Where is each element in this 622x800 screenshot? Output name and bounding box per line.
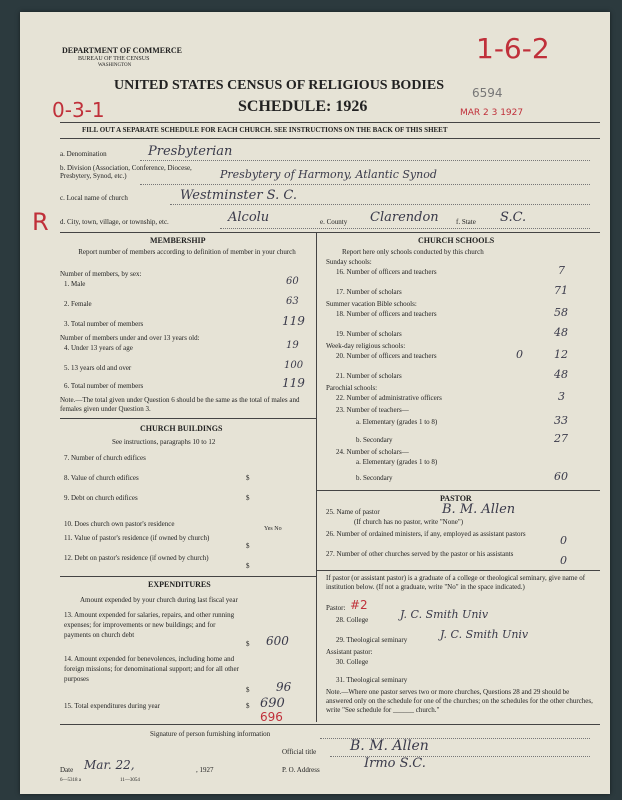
q26-label: 26. Number of ordained ministers, if any, employed as assistant pastors [326, 530, 526, 538]
left-code-mark: 0-3-1 [52, 98, 105, 122]
bureau-name: BUREAU OF THE CENSUS [78, 56, 150, 62]
q26-value: 0 [560, 534, 567, 547]
q11-value: $ [246, 542, 250, 550]
county-label: e. County [320, 218, 348, 226]
q19-label: 19. Number of scholars [336, 330, 402, 338]
q2-label: 2. Female [64, 300, 92, 308]
pastor-instructions: If pastor (or assistant pastor) is a graduate of a college or theological seminary, give name of institution below. (If not a graduate, write "No" in the space indicated.) [326, 574, 586, 591]
expenditures-title: EXPENDITURES [148, 580, 211, 589]
city-label: d. City, town, village, or township, etc. [60, 218, 169, 226]
q20-value-b: 12 [554, 348, 568, 361]
q12-label: 12. Debt on pastor's residence (if owned by church) [64, 554, 209, 562]
instruction-line: FILL OUT A SEPARATE SCHEDULE FOR EACH CHURCH. SEE INSTRUCTIONS ON THE BACK OF THIS SHEET [82, 126, 448, 134]
division-label: b. Division (Association, Conference, Diocese, Presbytery, Synod, etc.) [60, 164, 192, 180]
q17-label: 17. Number of scholars [336, 288, 402, 296]
q23-label: 23. Number of teachers— [336, 406, 409, 414]
q16-value: 7 [558, 264, 565, 277]
q3-label: 3. Total number of members [64, 320, 144, 328]
q20-label: 20. Number of officers and teachers [336, 352, 437, 360]
date-year: , 1927 [196, 766, 214, 774]
r-mark: R [32, 208, 49, 236]
form-number: 11—3054 [120, 778, 140, 783]
q27-label: 27. Number of other churches served by the pastor or his assistants [326, 550, 514, 558]
q24b-value: 60 [554, 470, 568, 483]
q6-label: 6. Total number of members [64, 382, 144, 390]
schools-subtitle: Report here only schools conducted by this church [342, 248, 484, 256]
q19-value: 48 [554, 326, 568, 339]
q16-label: 16. Number of officers and teachers [336, 268, 437, 276]
membership-title: MEMBERSHIP [150, 236, 206, 245]
q23b-label: b. Secondary [356, 436, 393, 444]
received-stamp-date: MAR 2 3 1927 [460, 108, 524, 118]
q5-label: 5. 13 years old and over [64, 364, 132, 372]
q25-label: 25. Name of pastor [326, 508, 380, 516]
q11-label: 11. Value of pastor's residence (if owned by church) [64, 534, 210, 542]
q5-value: 100 [284, 360, 304, 371]
q18-label: 18. Number of officers and teachers [336, 310, 437, 318]
pastor-title: PASTOR [440, 494, 472, 503]
signature-label: Signature of person furnishing information [150, 730, 271, 738]
weekday-label: Week-day religious schools: [326, 342, 406, 350]
local-name-value: Westminster S. C. [180, 188, 298, 203]
summer-label: Summer vacation Bible schools: [326, 300, 417, 308]
assistant-label: Assistant pastor: [326, 648, 373, 656]
q24b-label: b. Secondary [356, 474, 393, 482]
q1-label: 1. Male [64, 280, 86, 288]
pastor-sub-label: Pastor: [326, 604, 346, 612]
q22-value: 3 [558, 390, 565, 403]
state-label: f. State [456, 218, 476, 226]
q4-value: 19 [286, 340, 299, 351]
q13-value: 600 [266, 634, 289, 648]
q20-value: 0 [516, 348, 523, 361]
buildings-title: CHURCH BUILDINGS [140, 424, 223, 433]
form-code: 6—5318 a [60, 778, 81, 783]
state-value: S.C. [500, 210, 527, 225]
buildings-subtitle: See instructions, paragraphs 10 to 12 [112, 438, 216, 446]
denomination-label: a. Denomination [60, 150, 107, 158]
q12-value: $ [246, 562, 250, 570]
q23b-value: 27 [554, 432, 568, 445]
membership-note: Note.—The total given under Question 6 should be the same as the total of males and females given under Question 3. [60, 396, 300, 413]
q10-value: Yes No [264, 526, 282, 532]
q13-label: 13. Amount expended for salaries, repairs, and other running expenses; for improvements or new buildings; and for payments on church debt [64, 611, 235, 639]
county-value: Clarendon [370, 210, 439, 225]
top-right-mark: 1-6-2 [476, 32, 550, 65]
sunday-label: Sunday schools: [326, 258, 372, 266]
q10-label: 10. Does church own pastor's residence [64, 520, 175, 528]
q8-value: $ [246, 474, 250, 482]
q21-value: 48 [554, 368, 568, 381]
expenditures-subtitle: Amount expended by your church during last fiscal year [80, 596, 238, 604]
pastor-note: Note.—Where one pastor serves two or more churches, Questions 28 and 29 should be answered only on the schedule for one of the churches; on the schedules for the other churches, write "See schedule for ______ church." [326, 688, 593, 714]
date-value: Mar. 22, [84, 758, 135, 772]
denomination-value: Presbyterian [148, 144, 233, 159]
q14-value: 96 [276, 680, 292, 694]
po-address-label: P. O. Address [282, 766, 320, 774]
q30-label: 30. College [336, 658, 369, 666]
date-label: Date [60, 766, 74, 774]
q15-corrected: 696 [260, 710, 283, 724]
q9-label: 9. Debt on church edifices [64, 494, 138, 502]
age-label: Number of members under and over 13 years old: [60, 334, 200, 342]
membership-subtitle: Report number of members according to definition of member in your church [78, 248, 296, 256]
city-value: Alcolu [228, 210, 270, 225]
q14-label: 14. Amount expended for benevolences, including home and foreign missions; for denominational support; and for all other purposes [64, 655, 239, 683]
q23a-value: 33 [554, 414, 568, 427]
q3-value: 119 [282, 314, 305, 328]
q1-value: 60 [286, 276, 299, 287]
q25-note: (If church has no pastor, write "None") [354, 518, 464, 526]
local-name-label: c. Local name of church [60, 194, 128, 202]
q28-label: 28. College [336, 616, 369, 624]
bureau-city: WASHINGTON [98, 63, 132, 68]
q25-value: B. M. Allen [442, 502, 516, 517]
q18-value: 58 [554, 306, 568, 319]
dept-name: DEPARTMENT OF COMMERCE [62, 46, 183, 55]
by-sex-label: Number of members, by sex: [60, 270, 142, 278]
division-value: Presbytery of Harmony, Atlantic Synod [220, 168, 437, 181]
schools-title: CHURCH SCHOOLS [418, 236, 495, 245]
schedule-title: SCHEDULE: 1926 [238, 98, 368, 115]
official-title-value: B. M. Allen [350, 738, 429, 754]
q2-value: 63 [286, 296, 299, 307]
pastor-mark: #2 [350, 598, 368, 612]
q15-label: 15. Total expenditures during year [64, 702, 160, 710]
q6-value: 119 [282, 376, 305, 390]
q8-label: 8. Value of church edifices [64, 474, 139, 482]
q24-label: 24. Number of scholars— [336, 448, 409, 456]
form-title: UNITED STATES CENSUS OF RELIGIOUS BODIES [114, 78, 445, 93]
q27-value: 0 [560, 554, 567, 567]
q24a-label: a. Elementary (grades 1 to 8) [356, 458, 438, 466]
q29-label: 29. Theological seminary [336, 636, 408, 644]
q15-value: 690 [260, 696, 285, 711]
q31-label: 31. Theological seminary [336, 676, 408, 684]
q21-label: 21. Number of scholars [336, 372, 402, 380]
po-address-value: Irmo S.C. [364, 756, 426, 771]
q7-label: 7. Number of church edifices [64, 454, 146, 462]
q4-label: 4. Under 13 years of age [64, 344, 133, 352]
q17-value: 71 [554, 284, 568, 297]
official-title-label: Official title [282, 748, 317, 756]
q9-value: $ [246, 494, 250, 502]
q28-value: J. C. Smith Univ [400, 608, 489, 621]
q29-value: J. C. Smith Univ [440, 628, 529, 641]
q22-label: 22. Number of administrative officers [336, 394, 442, 402]
q23a-label: a. Elementary (grades 1 to 8) [356, 418, 438, 426]
stamp-number: 6594 [472, 86, 503, 100]
parochial-label: Parochial schools: [326, 384, 378, 392]
